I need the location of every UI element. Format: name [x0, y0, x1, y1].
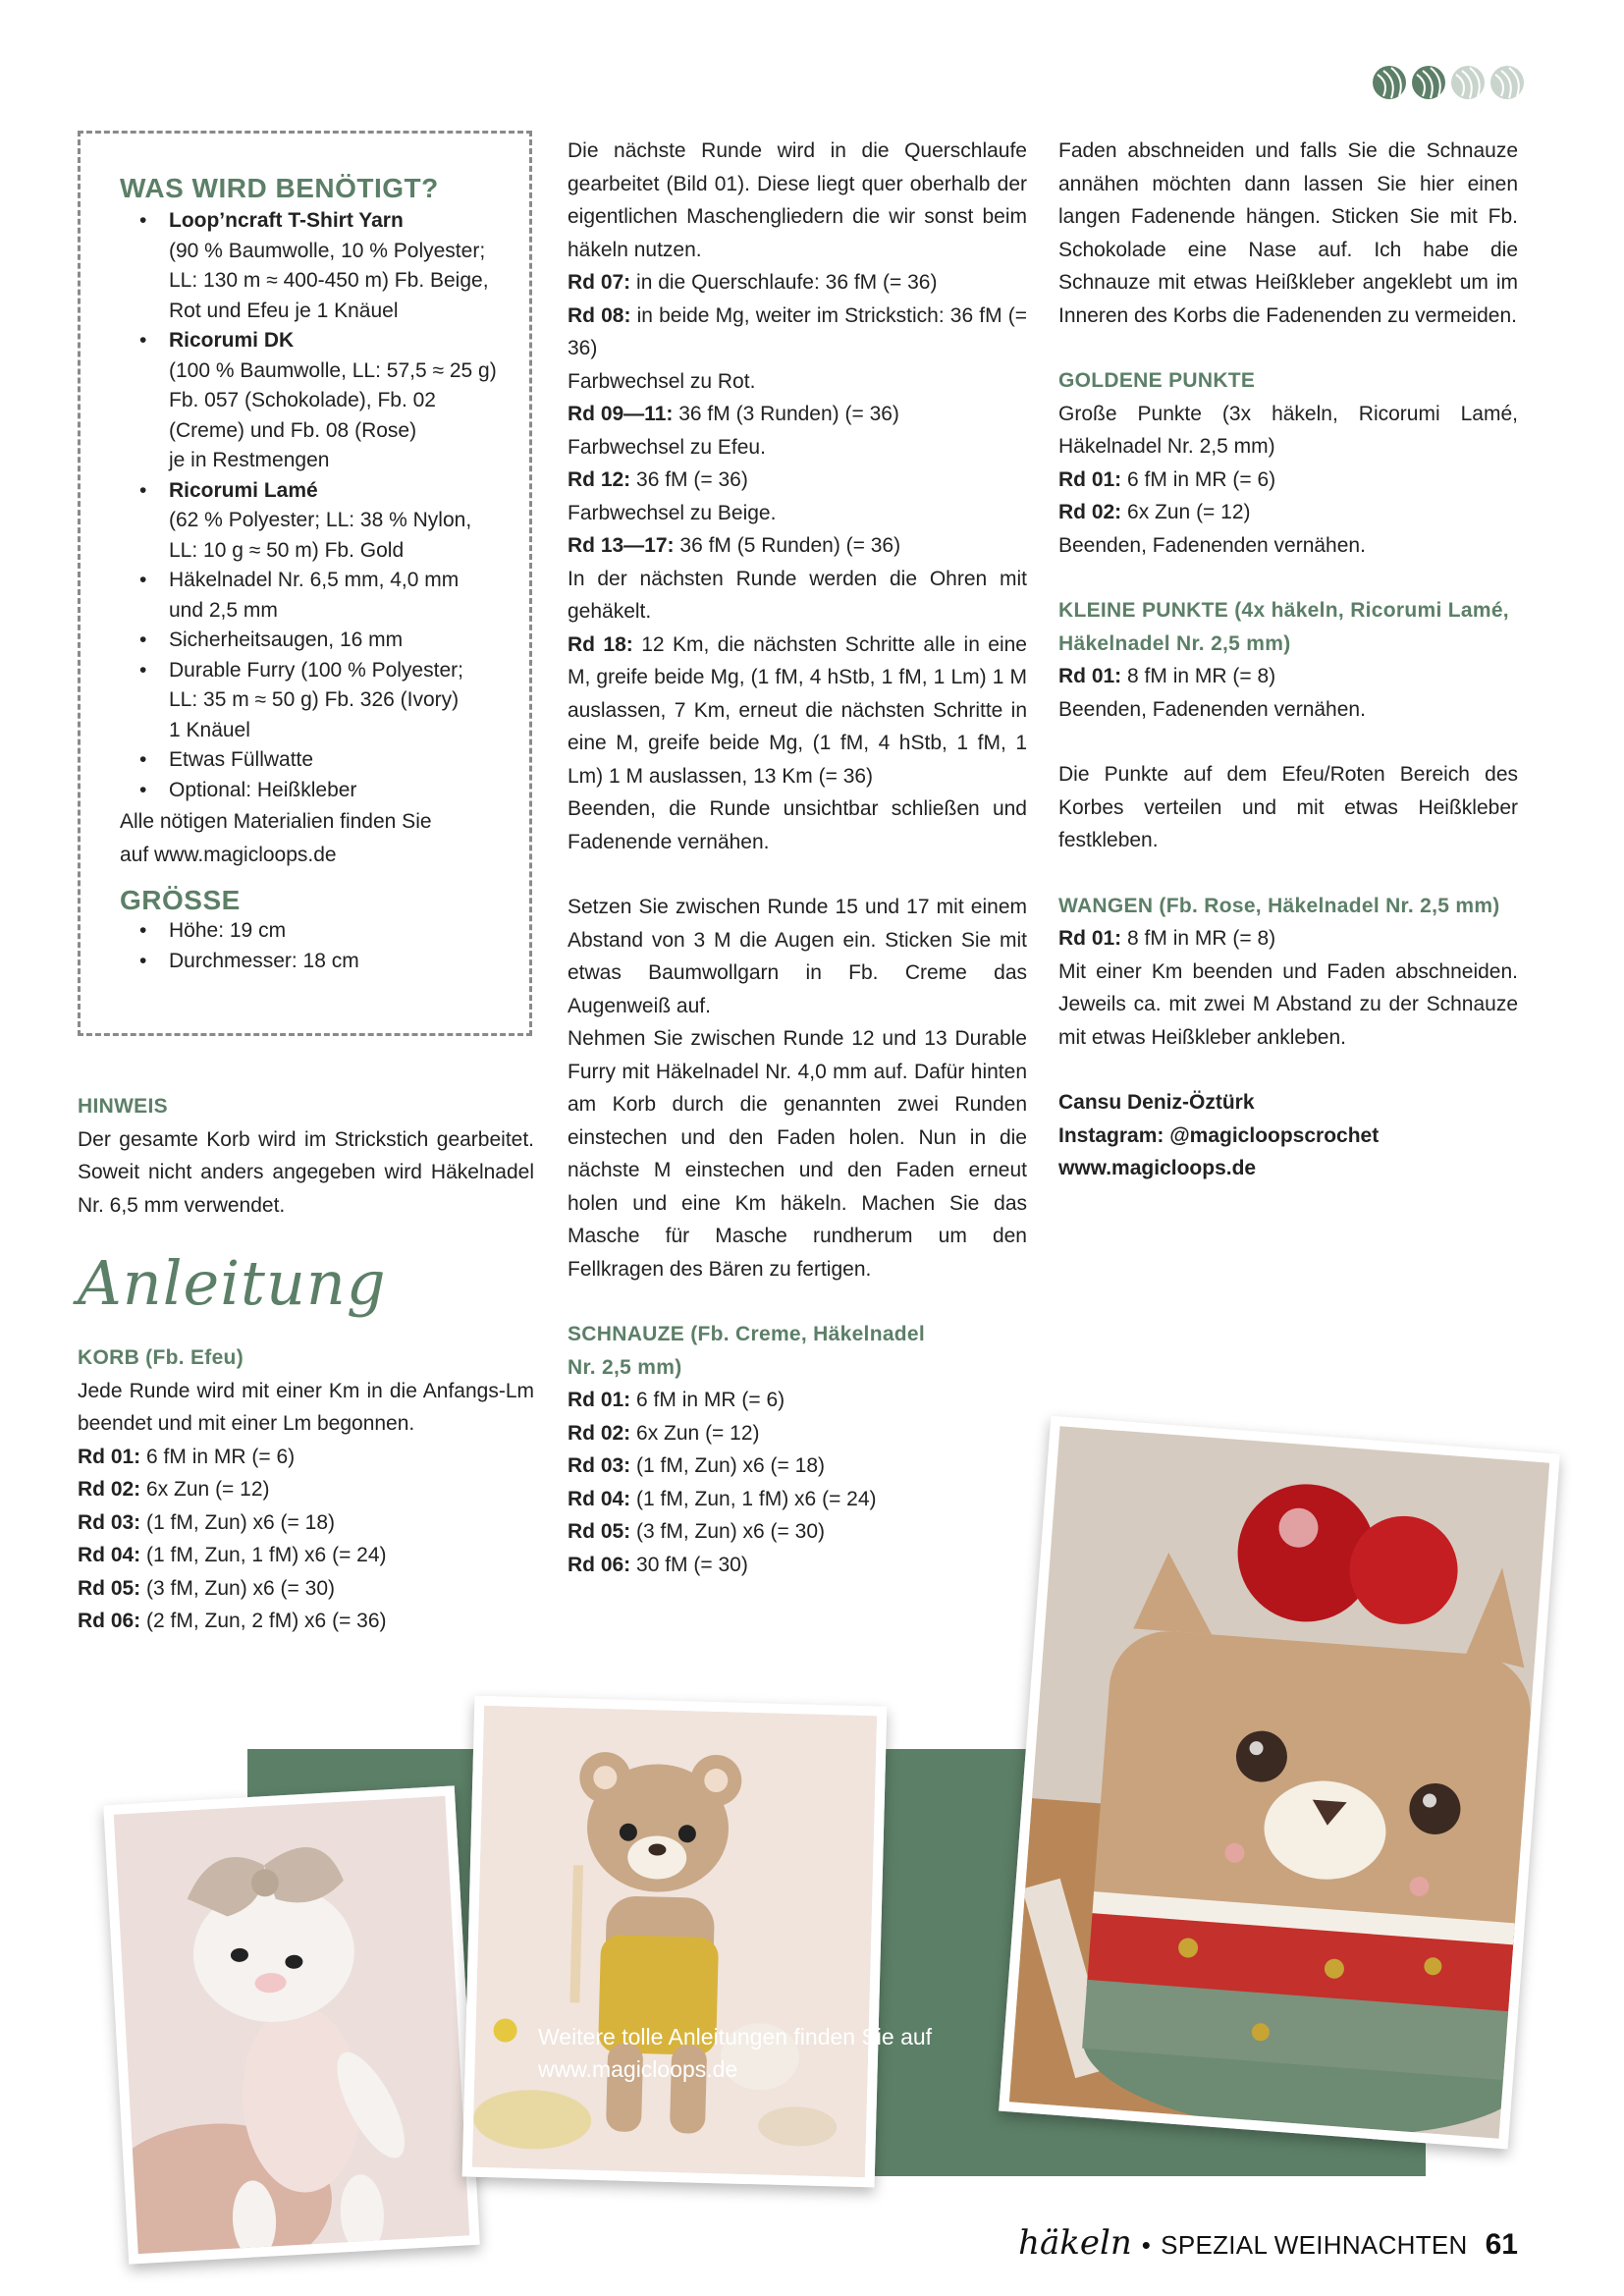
list-item: • Durable Furry (100 % Polyester; LL: 35 m ≈ 50 g) Fb. 326 (Ivory) 1 Knäuel: [139, 658, 463, 741]
yarn-ball-icon: [1451, 66, 1485, 99]
korb-rows: [78, 1441, 534, 1638]
pattern-row: Rd 03: (1 fM, Zun) x6 (= 18): [568, 1454, 826, 1477]
pattern-row: Rd 02: 6x Zun (= 12): [1058, 501, 1251, 523]
ears-note: In der nächsten Runde werden die Ohren mit gehäkelt.: [568, 567, 1027, 623]
wangen-heading: WANGEN (Fb. Rose, Häkelnadel Nr. 2,5 mm): [1058, 894, 1500, 917]
pattern-row: Rd 04: (1 fM, Zun, 1 fM) x6 (= 24): [78, 1544, 387, 1566]
pattern-row: Rd 09—11: 36 fM (3 Runden) (= 36): [568, 403, 899, 425]
pattern-row: Rd 08: in beide Mg, weiter im Strickstich: 36 fM (= 36): [568, 303, 1028, 359]
goldene-heading: GOLDENE PUNKTE: [1058, 369, 1256, 392]
list-item: • Durchmesser: 18 cm: [139, 949, 359, 972]
hinweis-heading: HINWEIS: [78, 1095, 168, 1118]
middle-intro: Die nächste Runde wird in die Querschlaufe gearbeitet (Bild 01). Diese liegt quer oberhalb der eigentlichen Maschengliedern die wir sonst beim häkeln nutzen.: [568, 139, 1027, 261]
pattern-row: Rd 06: (2 fM, Zun, 2 fM) x6 (= 36): [78, 1610, 387, 1632]
author-block: [1058, 1086, 1518, 1185]
materials-box: [78, 131, 532, 1036]
pattern-row: Rd 01: 8 fM in MR (= 8): [1058, 927, 1276, 950]
yarn-ball-icon: [1490, 66, 1524, 99]
schnauze-heading: SCHNAUZE (Fb. Creme, Häkelnadel Nr. 2,5 mm): [568, 1323, 926, 1379]
list-item: • Sicherheitsaugen, 16 mm: [139, 629, 404, 651]
kleine-heading: KLEINE PUNKTE (4x häkeln, Ricorumi Lamé, Häkelnadel Nr. 2,5 mm): [1058, 599, 1509, 655]
materials-list: [120, 206, 522, 805]
bear-basket-photo: [999, 1416, 1560, 2150]
pattern-row: Rd 12: 36 fM (= 36): [568, 468, 748, 491]
list-item: • Häkelnadel Nr. 6,5 mm, 4,0 mm und 2,5 mm: [139, 569, 460, 622]
pattern-row: Rd 05: (3 fM, Zun) x6 (= 30): [568, 1520, 826, 1543]
list-item: • Optional: Heißkleber: [139, 778, 357, 801]
bear-photo: [462, 1696, 888, 2188]
finish-note: Beenden, Fadenenden vernähen.: [1058, 697, 1366, 721]
author-instagram[interactable]: Instagram: @magicloopscrochet: [1058, 1123, 1380, 1147]
pattern-row: Rd 18: 12 Km, die nächsten Schritte alle in eine M, greife beide Mg, (1 fM, 4 hStb, 1 fM, 1 Lm) 1 M auslassen, 7 Km, erneut die nächsten Schritte in eine M, greife beide Mg, (1 fM, 4 hStb, 1 fM, 1 Lm) 1 M auslassen, 13 Km (= 36): [568, 632, 1027, 788]
left-column: [78, 1090, 534, 1638]
eyes-note: Setzen Sie zwischen Runde 15 und 17 mit einem Abstand von 3 M die Augen ein. Sticken Sie mit etwas Baumwollgarn in Fb. Creme das Augenweiß auf.: [568, 896, 1027, 1017]
list-item: • Ricorumi Lamé (62 % Polyester; LL: 38 % Nylon, LL: 10 g ≈ 50 m) Fb. Gold: [139, 478, 472, 562]
schnauze-rows: [568, 1384, 1027, 1581]
page-footer: [1018, 2223, 1518, 2267]
anleitung-title: Anleitung: [78, 1247, 387, 1319]
bunny-photo: [103, 1785, 480, 2264]
difficulty-rating: [1370, 63, 1527, 107]
color-change-note: Farbwechsel zu Rot.: [568, 369, 756, 393]
pattern-row: Rd 01: 8 fM in MR (= 8): [1058, 665, 1276, 687]
korb-heading: KORB (Fb. Efeu): [78, 1346, 244, 1369]
color-change-note: Farbwechsel zu Beige.: [568, 501, 777, 524]
materials-note: auf www.magicloops.de: [120, 843, 337, 866]
pattern-row: Rd 01: 6 fM in MR (= 6): [78, 1445, 296, 1468]
materials-note: Alle nötigen Materialien finden Sie: [120, 810, 432, 833]
pattern-row: Rd 13—17: 36 fM (5 Runden) (= 36): [568, 534, 901, 557]
pattern-row: Rd 05: (3 fM, Zun) x6 (= 30): [78, 1576, 336, 1600]
size-heading: GRÖSSE: [120, 885, 241, 915]
pattern-row: Rd 01: 6 fM in MR (= 6): [568, 1389, 785, 1411]
magazine-logo: häkeln: [1018, 2223, 1132, 2263]
pattern-row: Rd 04: (1 fM, Zun, 1 fM) x6 (= 24): [568, 1487, 877, 1510]
list-item: • Loop’ncraft T-Shirt Yarn (90 % Baumwolle, 10 % Polyester; LL: 130 m ≈ 400-450 m) Fb. Beige, Rot und Efeu je 1 Knäuel: [139, 209, 489, 322]
footer-bullet: •: [1141, 2230, 1152, 2260]
korb-intro: Jede Runde wird mit einer Km in die Anfangs-Lm beendet und mit einer Lm begonnen.: [78, 1379, 534, 1435]
size-list: [120, 916, 522, 976]
pattern-row: Rd 02: 6x Zun (= 12): [568, 1421, 760, 1445]
list-item: • Höhe: 19 cm: [139, 919, 287, 942]
pattern-row: Rd 07: in die Querschlaufe: 36 fM (= 36): [568, 271, 938, 294]
right-column: [1058, 135, 1518, 1185]
furry-note: Nehmen Sie zwischen Runde 12 und 13 Durable Furry mit Häkelnadel Nr. 4,0 mm auf. Dafür hinten am Korb durch die genannten zwei Runden einstechen und den Faden holen. Nun in die nächste M einstechen und den Faden erneut holen und eine Km häkeln. Machen Sie das Masche für Masche rundherum um den Fellkragen des Bären zu fertigen.: [568, 1027, 1027, 1281]
middle-column: [568, 135, 1027, 1581]
list-item: • Ricorumi DK (100 % Baumwolle, LL: 57,5 ≈ 25 g) Fb. 057 (Schokolade), Fb. 02 (Creme) und Fb. 08 (Rose) je in Restmengen: [139, 329, 497, 471]
finish-note: Beenden, die Runde unsichtbar schließen und Fadenende vernähen.: [568, 797, 1027, 853]
pattern-row: Rd 02: 6x Zun (= 12): [78, 1478, 270, 1501]
finish-note: Beenden, Fadenenden vernähen.: [1058, 533, 1366, 557]
photo-caption: Weitere tolle Anleitungen finden Sie auf www.magicloops.de: [538, 2024, 933, 2082]
punkte-text: Die Punkte auf dem Efeu/Roten Bereich des Korbes verteilen und mit etwas Heißkleber festkleben.: [1058, 763, 1518, 851]
goldene-intro: Große Punkte (3x häkeln, Ricorumi Lamé, Häkelnadel Nr. 2,5 mm): [1058, 402, 1518, 458]
list-item: • Etwas Füllwatte: [139, 748, 314, 771]
wangen-text: Mit einer Km beenden und Faden abschneiden. Jeweils ca. mit zwei M Abstand zu der Schnauze mit etwas Heißkleber ankleben.: [1058, 959, 1518, 1049]
right-intro: Faden abschneiden und falls Sie die Schnauze annähen möchten dann lassen Sie hier einen langen Fadenende hängen. Sticken Sie mit Fb. Schokolade eine Nase auf. Ich habe die Schnauze mit etwas Heißkleber angeklebt um im Inneren des Korbs die Fadenenden zu vermeiden.: [1058, 139, 1518, 327]
pattern-row: Rd 03: (1 fM, Zun) x6 (= 18): [78, 1510, 336, 1534]
pattern-row: Rd 06: 30 fM (= 30): [568, 1553, 748, 1576]
author-website[interactable]: www.magicloops.de: [1058, 1157, 1257, 1179]
pattern-row: Rd 01: 6 fM in MR (= 6): [1058, 467, 1276, 491]
page-number: 61: [1485, 2228, 1518, 2261]
yarn-ball-icon: [1412, 66, 1445, 99]
materials-heading: WAS WIRD BENÖTIGT?: [120, 173, 439, 203]
author-name: Cansu Deniz-Öztürk: [1058, 1091, 1255, 1114]
hinweis-text: Der gesamte Korb wird im Strickstich gearbeitet. Soweit nicht anders angegeben wird Häkelnadel Nr. 6,5 mm verwendet.: [78, 1127, 534, 1217]
section-name: SPEZIAL WEIHNACHTEN: [1161, 2230, 1468, 2260]
yarn-ball-icon: [1373, 66, 1406, 99]
color-change-note: Farbwechsel zu Efeu.: [568, 435, 766, 459]
